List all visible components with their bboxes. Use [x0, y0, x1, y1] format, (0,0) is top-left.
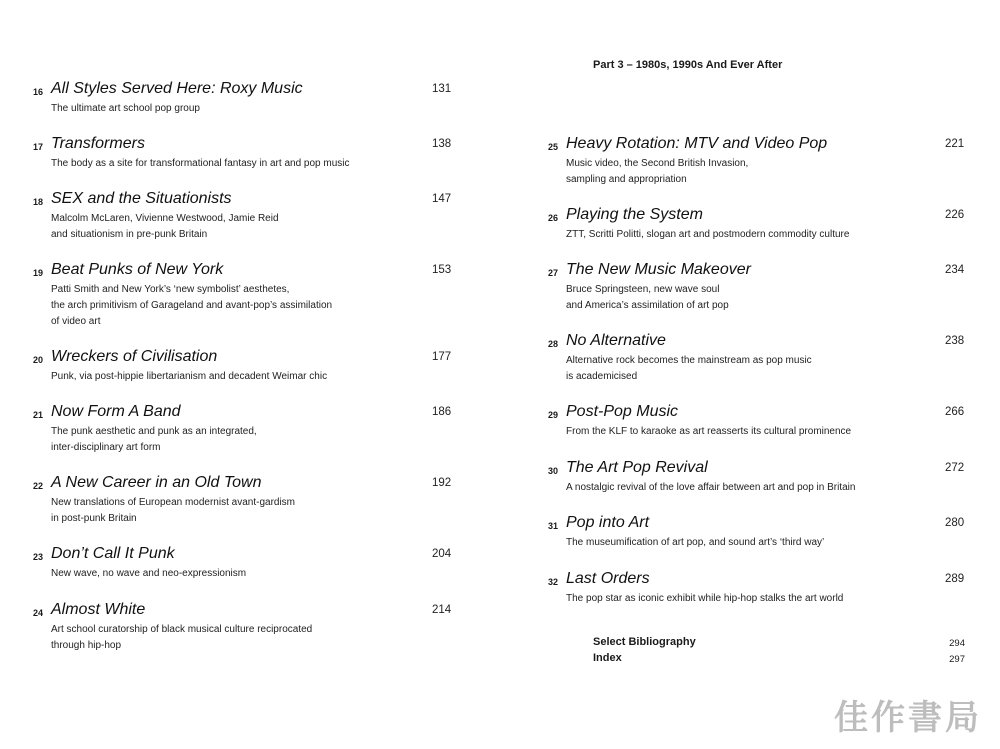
chapter-number: 20 — [33, 355, 44, 365]
chapter-title: The New Music Makeover — [566, 261, 751, 278]
backmatter-page: 294 — [949, 638, 965, 649]
chapter-description — [51, 495, 295, 527]
description-line: The ultimate art school pop group — [51, 103, 200, 114]
chapter-title: Heavy Rotation: MTV and Video Pop — [566, 135, 828, 152]
chapter-number: 28 — [548, 339, 559, 349]
chapter-description — [51, 101, 200, 117]
chapter-number: 32 — [548, 577, 559, 587]
chapter-description — [51, 622, 312, 654]
chapter-description — [566, 535, 824, 551]
description-line: New wave, no wave and neo-expressionism — [51, 568, 247, 579]
page-number: 234 — [945, 264, 965, 276]
description-line: ZTT, Scritti Politti, slogan art and postmodern commodity culture — [566, 229, 850, 240]
description-line: and situationism in pre-punk Britain — [51, 229, 208, 240]
chapter-number: 18 — [33, 197, 44, 207]
description-line: Alternative rock becomes the mainstream as pop music — [566, 355, 812, 366]
chapter-title: Don’t Call It Punk — [51, 545, 175, 562]
chapter-description — [566, 227, 849, 243]
backmatter-label: Index — [593, 652, 622, 664]
chapter-number: 24 — [33, 608, 44, 618]
chapter-number: 19 — [33, 268, 44, 278]
chapter-description — [566, 591, 843, 607]
page-number: 186 — [432, 406, 452, 418]
page-number: 147 — [432, 193, 452, 205]
description-line: in post-punk Britain — [51, 513, 137, 524]
chapter-number: 29 — [548, 410, 559, 420]
watermark: 佳作書局 — [834, 698, 982, 738]
page-number: 153 — [432, 264, 452, 276]
description-line: The punk aesthetic and punk as an integrated, — [51, 426, 257, 437]
chapter-title: Playing the System — [566, 206, 703, 223]
page-number: 204 — [432, 548, 452, 560]
chapter-description — [566, 156, 748, 188]
description-line: The pop star as iconic exhibit while hip-hop stalks the art world — [566, 593, 844, 604]
page-number: 266 — [945, 406, 965, 418]
page-number: 272 — [945, 462, 965, 474]
chapter-description — [566, 480, 855, 496]
description-line: Music video, the Second British Invasion, — [566, 158, 749, 169]
chapter-title: Beat Punks of New York — [51, 261, 224, 278]
description-line: Bruce Springsteen, new wave soul — [566, 284, 720, 295]
page-number: 138 — [432, 138, 452, 150]
page-number: 131 — [432, 83, 452, 95]
chapter-number: 30 — [548, 466, 559, 476]
chapter-description — [51, 211, 279, 243]
description-line: Art school curatorship of black musical culture reciprocated — [51, 624, 313, 635]
page-number: 238 — [945, 335, 965, 347]
page-number: 214 — [432, 604, 452, 616]
description-line: Malcolm McLaren, Vivienne Westwood, Jamie Reid — [51, 213, 279, 224]
description-line: of video art — [51, 316, 101, 327]
page-number: 226 — [945, 209, 965, 221]
chapter-number: 31 — [548, 521, 559, 531]
description-line: is academicised — [566, 371, 638, 382]
chapter-title: The Art Pop Revival — [566, 459, 708, 476]
right-page — [500, 0, 1000, 749]
page-number: 280 — [945, 517, 965, 529]
description-line: The body as a site for transformational fantasy in art and pop music — [51, 158, 350, 169]
page-number: 177 — [432, 351, 452, 363]
chapter-number: 26 — [548, 213, 559, 223]
chapter-description — [51, 566, 246, 582]
chapter-title: Post-Pop Music — [566, 403, 679, 420]
description-line: Patti Smith and New York’s ‘new symbolist’ aesthetes, — [51, 284, 290, 295]
chapter-number: 22 — [33, 481, 44, 491]
chapter-number: 23 — [33, 552, 44, 562]
chapter-title: Almost White — [51, 601, 146, 618]
chapter-title: Now Form A Band — [51, 403, 181, 420]
chapter-description — [566, 282, 729, 314]
chapter-number: 25 — [548, 142, 559, 152]
chapter-number: 16 — [33, 87, 44, 97]
chapter-title: No Alternative — [566, 332, 666, 349]
part-heading: Part 3 – 1980s, 1990s And Ever After — [593, 59, 783, 71]
chapter-description — [566, 424, 851, 440]
page-number: 221 — [945, 138, 965, 150]
description-line: New translations of European modernist avant-gardism — [51, 497, 296, 508]
description-line: inter-disciplinary art form — [51, 442, 161, 453]
description-line: sampling and appropriation — [566, 174, 687, 185]
chapter-title: Pop into Art — [566, 514, 650, 531]
page-number: 192 — [432, 477, 452, 489]
description-line: through hip-hop — [51, 640, 122, 651]
chapter-description — [566, 353, 812, 385]
chapter-title: All Styles Served Here: Roxy Music — [51, 80, 303, 97]
description-line: The museumification of art pop, and sound art’s ‘third way’ — [566, 537, 825, 548]
chapter-number: 27 — [548, 268, 559, 278]
chapter-title: Wreckers of Civilisation — [51, 348, 218, 365]
chapter-title: SEX and the Situationists — [51, 190, 232, 207]
description-line: the arch primitivism of Garageland and avant-pop’s assimilation — [51, 300, 333, 311]
description-line: Punk, via post-hippie libertarianism and decadent Weimar chic — [51, 371, 328, 382]
chapter-number: 21 — [33, 410, 44, 420]
chapter-title: Transformers — [51, 135, 145, 152]
description-line: and America’s assimilation of art pop — [566, 300, 729, 311]
chapter-title: A New Career in an Old Town — [51, 474, 262, 491]
backmatter-label: Select Bibliography — [593, 636, 696, 648]
description-line: A nostalgic revival of the love affair between art and pop in Britain — [566, 482, 856, 493]
chapter-number: 17 — [33, 142, 44, 152]
chapter-description — [51, 369, 327, 385]
chapter-description — [51, 282, 332, 330]
chapter-description — [51, 156, 350, 172]
backmatter-page: 297 — [949, 654, 965, 665]
page-number: 289 — [945, 573, 965, 585]
chapter-description — [51, 424, 257, 456]
description-line: From the KLF to karaoke as art reasserts its cultural prominence — [566, 426, 852, 437]
chapter-title: Last Orders — [566, 570, 650, 587]
